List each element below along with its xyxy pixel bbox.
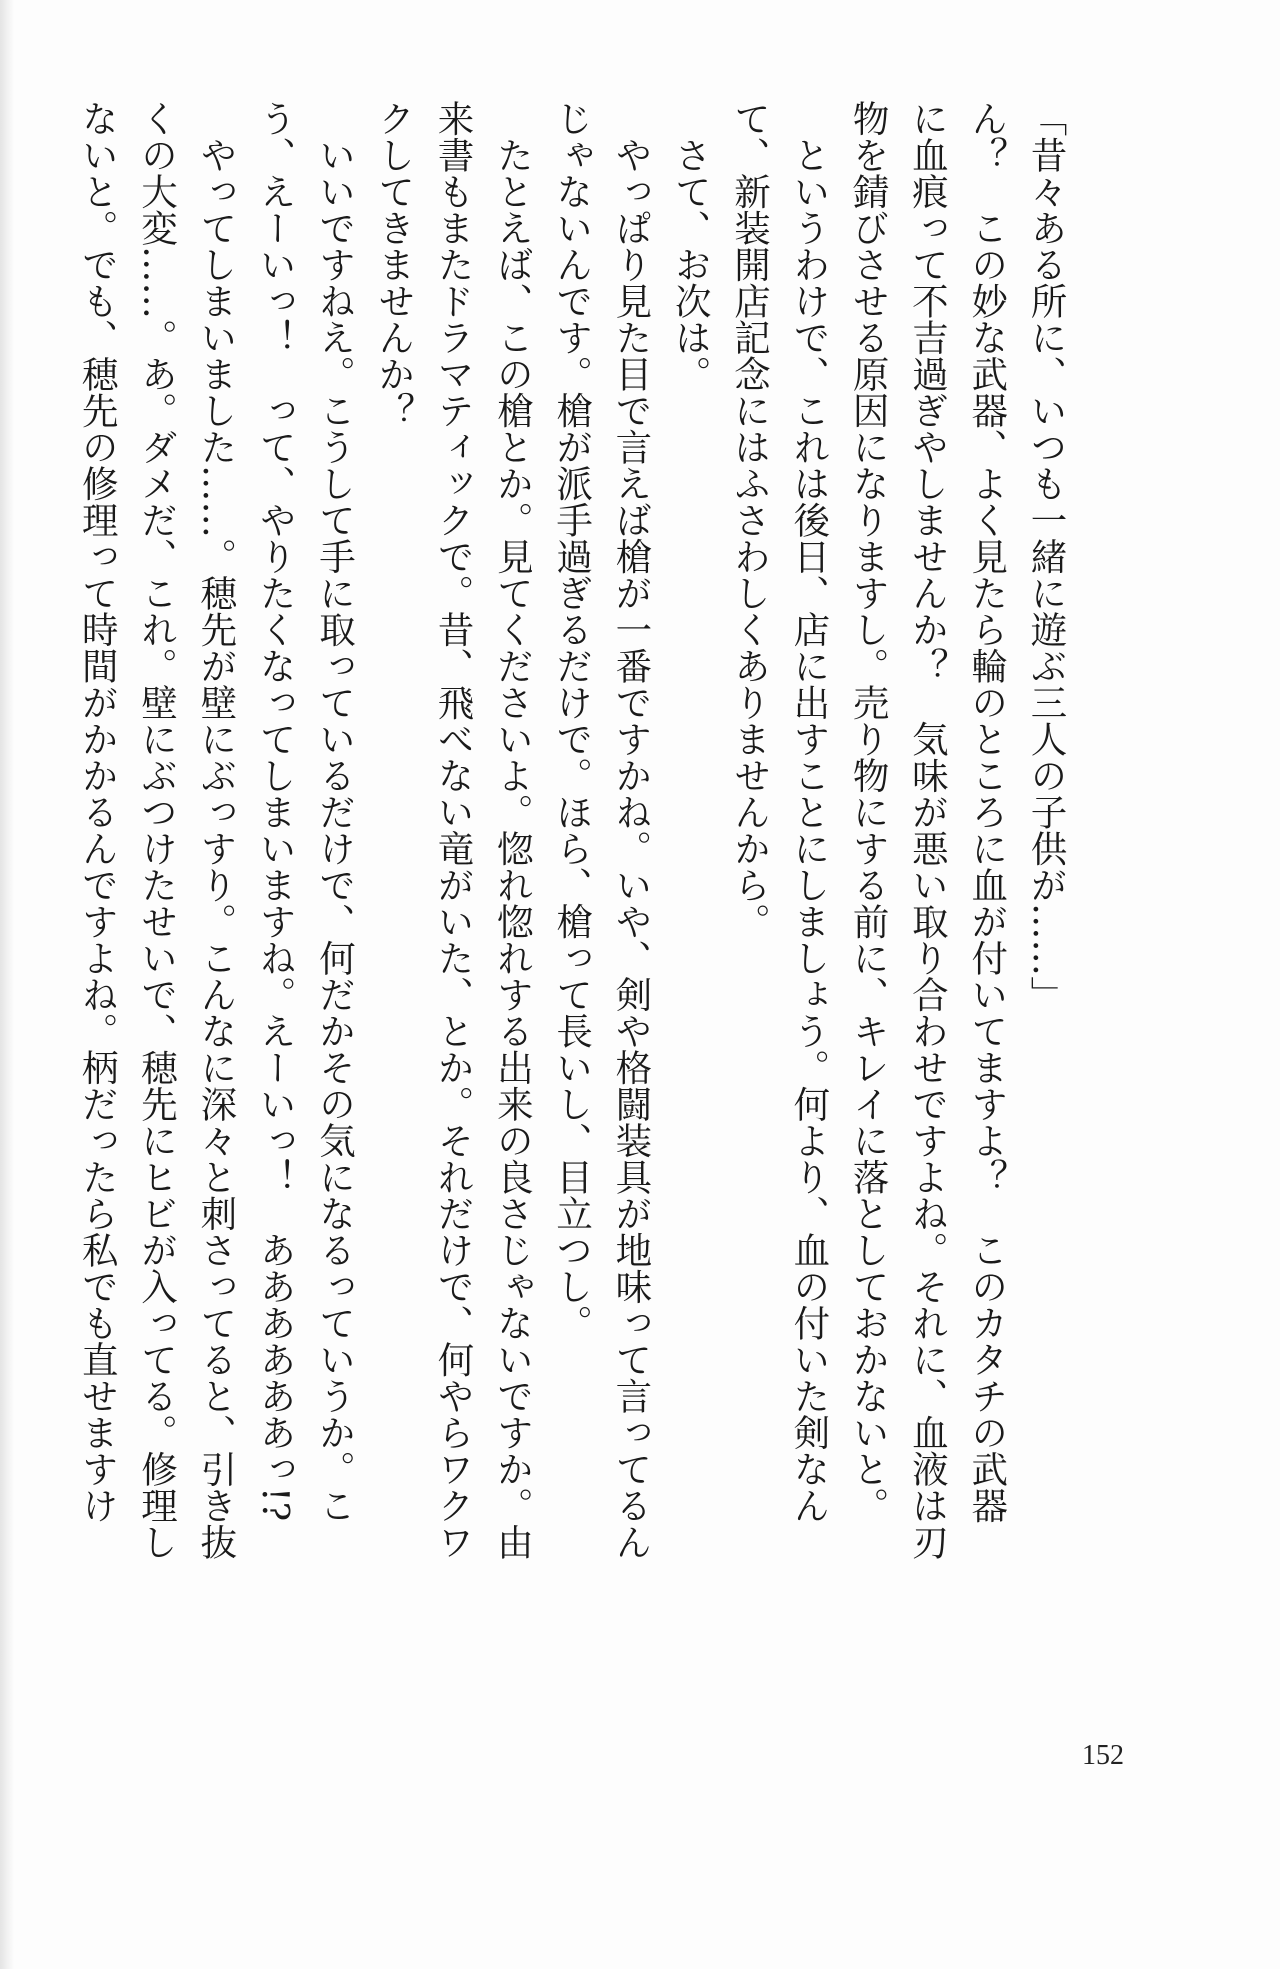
text-line: て、新装開店記念にはふさわしくありませんから。 — [728, 100, 772, 940]
text-line: う、えーいっ！ って、やりたくなってしまいますね。えーいっ！ ああああああっ!? — [254, 100, 298, 1522]
text-line: さて、お次は。 — [669, 100, 713, 392]
text-line: クしてきませんか？ — [372, 100, 416, 429]
page-number: 152 — [1082, 1740, 1124, 1771]
text-line: に血痕って不吉過ぎやしませんか？ 気味が悪い取り合わせですよね。それに、血液は刃 — [906, 100, 950, 1560]
text-line: 物を錆びさせる原因になりますし。売り物にする前に、キレイに落としておかないと。 — [847, 100, 891, 1524]
text-line: ん？ この妙な武器、よく見たら輪のところに血が付いてますよ？ このカタチの武器 — [965, 100, 1009, 1524]
text-line: やってしまいました……。穂先が壁にぶっすり。こんなに深々と刺さってると、引き抜 — [194, 100, 238, 1560]
vertical-body-text — [68, 100, 1076, 1590]
text-line: いいですねえ。こうして手に取っているだけで、何だかその気になるっていうか。こ — [313, 100, 357, 1524]
text-line: やっぱり見た目で言えば槍が一番ですかね。いや、剣や格闘装具が地味って言ってるん — [609, 100, 653, 1560]
text-line: ないと。でも、穂先の修理って時間がかかるんですよね。柄だったら私でも直せますけ — [76, 100, 120, 1524]
text-line: じゃないんです。槍が派手過ぎるだけで。ほら、槍って長いし、目立つし。 — [550, 100, 594, 1341]
text-line: 来書もまたドラマティックで。昔、飛べない竜がいた、とか。それだけで、何やらワクワ — [432, 100, 476, 1560]
text-line: くの大変……。あ。ダメだ、これ。壁にぶつけたせいで、穂先にヒビが入ってる。修理し — [135, 100, 179, 1560]
text-line: 「昔々ある所に、いつも一緒に遊ぶ三人の子供が……」 — [1025, 100, 1068, 1013]
text-line: というわけで、これは後日、店に出すことにしましょう。何より、血の付いた剣なん — [787, 100, 831, 1524]
page-edge-shadow — [0, 0, 14, 1969]
text-line: たとえば、この槍とか。見てくださいよ。惚れ惚れする出来の良さじゃないですか。由 — [491, 100, 535, 1560]
